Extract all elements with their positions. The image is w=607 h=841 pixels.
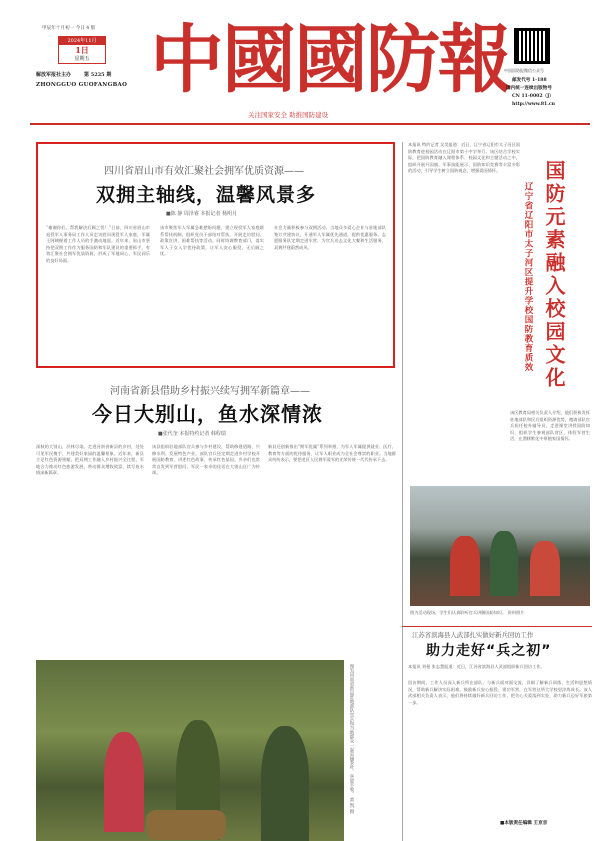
story3-headline: 助力走好“兵之初”	[426, 643, 552, 659]
date-box	[58, 36, 106, 64]
story2-photo	[36, 660, 344, 841]
website: http://www.81.cn	[512, 102, 555, 107]
masthead-pinyin: ZHONGGUO GUOFANGBAO	[36, 82, 128, 88]
weekday: 星期五	[74, 56, 90, 62]
story3-rule	[402, 626, 592, 627]
story2-text-col2: 该县组织驻地部队官兵参与乡村建设，帮助修建道路、兴修水利、发展特色产业。部队官兵还定期走进乡村学校开展国防教育，讲述红色故事，传承红色基因。乡亲们也常常自发到军营慰问，军民一家亲的佳话在大别山区广为传颂。	[152, 444, 260, 476]
story3-byline: 本报讯 刘曼 张志慧报道：近日，江苏省滨海县人武部组织新兵回访工作。	[408, 664, 545, 669]
masthead-rule	[30, 123, 590, 125]
story1-byline: ■陈 静 周泽睿 本报记者 杨明月	[166, 211, 238, 217]
lunar-date: 甲辰年十月初一 今日 4 版	[42, 26, 96, 31]
story1-text-col2: 该市聚焦军人军属急难愁盼问题，建立现役军人家庭联系帮扶机制，组织党员干部结对帮扶，开展走访慰问、政策宣讲、困难帮扶等活动。同时协调教育部门，落实军人子女入学优待政策，让军人安心服役、无后顾之忧。	[160, 225, 264, 257]
story2-photo-caption: 图为河南省新县驻地部队官兵和当地群众一起采摘茶叶，喜迎丰收。 黄 凯 摄	[349, 664, 354, 814]
date-year-month: 2024年11月	[59, 37, 105, 45]
photo-figure	[104, 732, 144, 832]
issue-number: 第 5225 期	[84, 72, 112, 78]
photo-figure	[530, 541, 560, 596]
publisher: 解放军报社主办	[36, 72, 72, 78]
cn-number: 国内统一连续出版物号	[506, 86, 552, 91]
story2-kicker: 河南省新县借助乡村振兴续写拥军新篇章——	[110, 386, 310, 397]
sidebar-vertical-title: 国防元素融入校园文化	[542, 160, 566, 390]
story1-headline: 双拥主轴线，温馨风景多	[96, 184, 317, 206]
photo-figure	[261, 726, 309, 841]
story3-kicker: 江苏省滨海县人武部扎实做好新兵回访工作	[412, 631, 534, 639]
photo-basket	[146, 810, 226, 840]
photo-figure	[450, 536, 480, 596]
date-day: 1日	[75, 45, 89, 55]
sidebar-vertical-subtitle: 辽宁省辽阳市太子河区提升学校国防教育质效	[523, 182, 533, 372]
sidebar-text-top: 本报讯 特约记者 吴昊报道：近日，辽宁省辽阳市太子河区国防教育进校园活动在辽阳市第十中学举行。该区结合学校实际，把国防教育融入课程体系、校园文化和主题活动之中，组织开展升国旗、军事技能展示、国防知识竞赛等丰富多彩的活动，引导学生树立国防观念，增强爱国情怀。	[408, 142, 520, 174]
page-editor: ■本版责任编辑 王京京	[500, 821, 548, 826]
story2-headline: 今日大别山，鱼水深情浓	[92, 402, 323, 426]
story1-text-col3: 社会力量积极参与双拥活动。当地众多爱心企业与驻地部队签订共建协议，开通军人军属优先通道，提供优惠服务。志愿服务队定期走进军营，为官兵送去文化大餐和生活服务，双拥共建蔚然成风。	[274, 225, 386, 250]
slogan: 关注国家安全 助推国防建设	[248, 111, 329, 119]
qr-code	[514, 28, 550, 64]
photo-figure	[490, 531, 518, 596]
story1-kicker: 四川省眉山市有效汇聚社会拥军优质资源——	[104, 166, 304, 177]
sidebar-photo-caption: 图为活动现场，学生们认真聆听官兵讲解国防知识。 资料照片	[410, 610, 525, 615]
story3-text: 回访期间，工作人员深入新兵所在部队，与新兵面对面交流，详细了解新兵训练、生活和思想情况，帮助新兵解决实际困难，鼓励新兵安心服役、建功军营，在军营这所大学校里淬炼成长。该人武部相关负责人表示，他们将持续做好新兵回访工作，把关心关爱落到实处，助力新兵迈好军旅第一步。	[408, 680, 592, 705]
column-divider	[402, 142, 403, 841]
sidebar-photo	[410, 486, 590, 606]
cn-code: CN 11-0002（J）	[512, 94, 554, 99]
sidebar-text-bottom: 该区教育局相关负责人介绍，他们积极发挥驻地部队和民兵组织资源优势，邀请部队官兵担任校外辅导员，走进课堂讲授国防知识，组织学生参观部队营区、体验军营生活，在潜移默化中厚植家国情怀。	[510, 410, 590, 442]
masthead-title: 中國國防報	[150, 17, 510, 103]
qr-caption: 中国国防报微信公众号	[504, 68, 544, 73]
story2-byline: ■张代奎 本报特约记者 韩程瑞	[158, 431, 226, 437]
story1-text-col1: “谢谢你们，帮我解决后顾之忧！”日前，四川省眉山市退役军人事务局工作人员走访慰问现役军人家庭，军属王阿姨握着工作人员的手激动地说。近年来，眉山市坚持把双拥工作作为服务国防和军队建设的重要抓手，有效汇聚社会拥军优质资源，形成了军地同心、军民同乐的良好局面。	[46, 225, 150, 263]
post-code: 邮发代号 1-188	[512, 78, 547, 83]
story2-text-col3: 新县还创新推出“拥军优属”系列举措，为军人军属提供就业、医疗、教育等方面的优待服务，让军人职业成为全社会尊崇的职业。当地群众纷纷表示，要把老区人民拥军爱军的光荣传统一代代传承下去。	[268, 444, 396, 463]
story2-text-col1: 深秋的大别山，层林尽染。走进河南省新县的乡村，处处可见军民携手、共建美好家园的温馨景象。近年来，新县立足红色资源禀赋，把双拥工作融入乡村振兴全过程，军地合力推动红色旅游发展，带动群众增收致富，续写鱼水情深新篇章。	[36, 444, 144, 476]
